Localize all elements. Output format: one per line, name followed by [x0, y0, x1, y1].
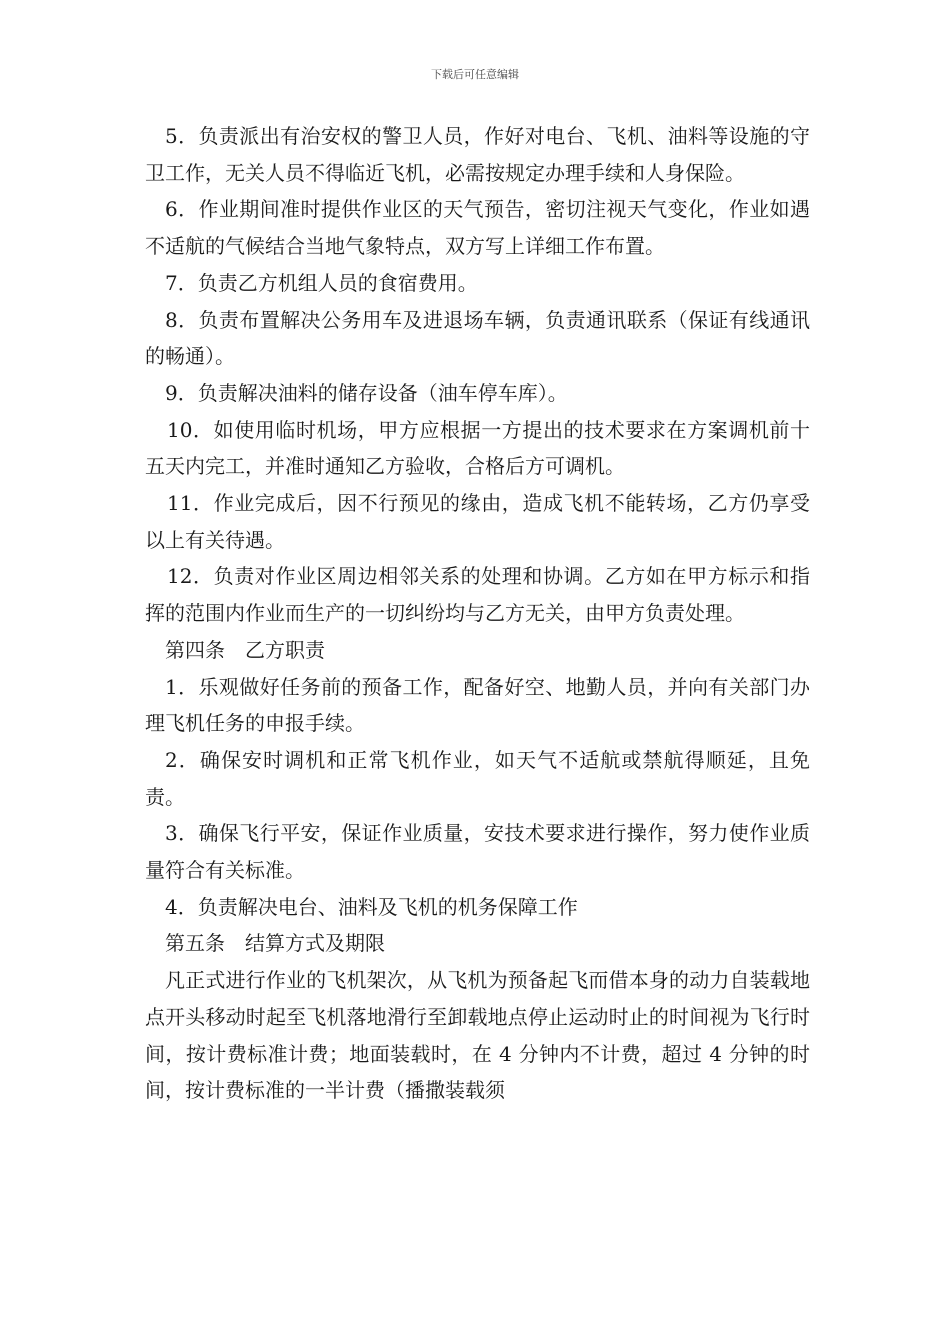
article-number: 第四条: [165, 637, 225, 662]
page-header: 下载后可任意编辑: [431, 68, 519, 81]
paragraph-item-8: 8．负责布置解决公务用车及进退场车辆，负责通讯联系（保证有线通讯的畅通）。: [145, 307, 810, 369]
article-title: 结算方式及期限: [245, 931, 385, 956]
paragraph-party-b-4: 4．负责解决电台、油料及飞机的机务保障工作: [165, 894, 578, 919]
article-number: 第五条: [165, 931, 225, 956]
document-body: [145, 118, 810, 1109]
paragraph-item-6: 6．作业期间准时提供作业区的天气预告，密切注视天气变化，作业如遇不适航的气候结合当地气象特点，双方写上详细工作布置。: [145, 197, 810, 259]
paragraph-party-b-3: 3．确保飞行平安，保证作业质量，安技术要求进行操作，努力使作业质量符合有关标准。: [145, 821, 810, 883]
paragraph-party-b-2: 2．确保安时调机和正常飞机作业，如天气不适航或禁航得顺延，且免责。: [145, 747, 810, 809]
paragraph-item-7: 7．负责乙方机组人员的食宿费用。: [165, 270, 478, 295]
section-heading-article-4: [145, 632, 810, 669]
paragraph-item-9: 9．负责解决油料的储存设备（油车停车库）。: [165, 380, 568, 405]
section-heading-article-5: [145, 925, 810, 962]
paragraph-item-11: 11．作业完成后，因不行预见的缘由，造成飞机不能转场，乙方仍享受以上有关待遇。: [145, 491, 810, 552]
paragraph-party-b-1: 1．乐观做好任务前的预备工作，配备好空、地勤人员，并向有关部门办理飞机任务的申报手续。: [145, 674, 810, 736]
paragraph-item-5: 5．负责派出有治安权的警卫人员，作好对电台、飞机、油料等设施的守卫工作，无关人员不得临近飞机，必需按规定办理手续和人身保险。: [145, 124, 810, 185]
article-title: 乙方职责: [245, 637, 325, 662]
paragraph-item-10: 10．如使用临时机场，甲方应根据一方提出的技术要求在方案调机前十五天内完工，并准时通知乙方验收，合格后方可调机。: [145, 417, 810, 479]
paragraph-settlement: 凡正式进行作业的飞机架次，从飞机为预备起飞而借本身的动力自装载地点开头移动时起至飞机落地滑行至卸载地点停止运动时止的时间视为飞行时间，按计费标准计费；地面装载时，在 4 分钟内不计费，超过 4 分钟的时间，按计费标准的一半计费（播撒装载须: [145, 968, 810, 1103]
paragraph-item-12: 12．负责对作业区周边相邻关系的处理和协调。乙方如在甲方标示和指挥的范围内作业而生产的一切纠纷均与乙方无关，由甲方负责处理。: [145, 564, 810, 626]
